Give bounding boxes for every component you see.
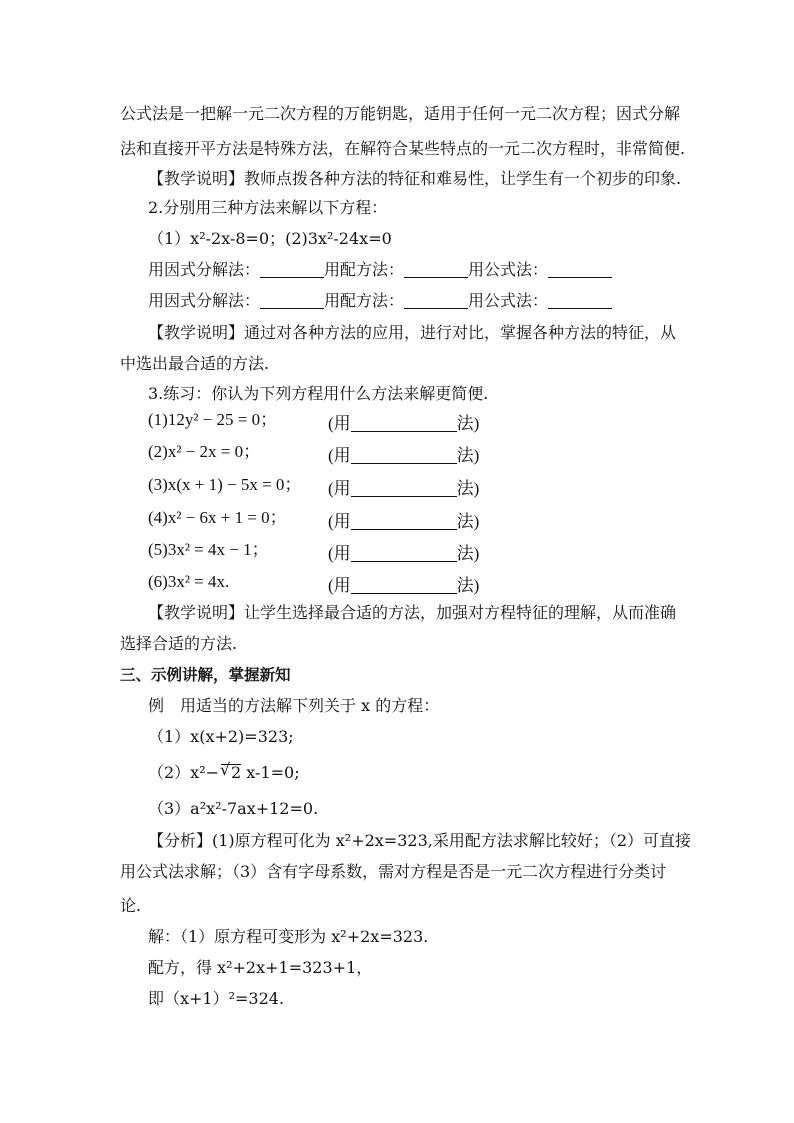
answer-blank[interactable] xyxy=(260,292,324,309)
answer-blank[interactable] xyxy=(548,261,612,278)
answer-blank[interactable] xyxy=(404,261,468,278)
method-blank[interactable] xyxy=(351,415,457,432)
formula-method-label: 用公式法： xyxy=(468,260,549,279)
item-number: (5) xyxy=(148,540,168,559)
hint-close: 法) xyxy=(456,414,480,433)
solution-line-1: 解：（1）原方程可变形为 x²+2x=323. xyxy=(148,927,429,946)
hint-open: (用 xyxy=(328,446,351,465)
item-equation: x(x + 1) − 5x = 0； xyxy=(167,475,302,494)
hint-open: (用 xyxy=(328,512,351,531)
practice-item-4 xyxy=(148,507,287,529)
item-number: (2) xyxy=(148,442,168,461)
method-blank[interactable] xyxy=(351,545,457,562)
teaching-note-1: 【教学说明】教师点拨各种方法的特征和难易性，让学生有一个初步的印象. xyxy=(148,169,682,188)
example-prompt: 例 用适当的方法解下列关于 x 的方程： xyxy=(148,696,440,715)
section-heading: 三、示例讲解，掌握新知 xyxy=(120,666,291,684)
item-number: (6) xyxy=(148,572,168,591)
analysis-line-3: 论. xyxy=(120,896,142,915)
method-blank[interactable] xyxy=(351,577,457,594)
formula-method-label: 用公式法： xyxy=(468,291,549,310)
practice-item-5 xyxy=(148,539,269,561)
item-number: (4) xyxy=(148,508,168,527)
item-number: (3) xyxy=(148,475,168,494)
solution-line-2: 配方，得 x²+2x+1=323+1， xyxy=(148,958,373,977)
hint-close: 法) xyxy=(456,576,480,595)
item-number: (1) xyxy=(148,410,168,429)
eq2-prefix: （2）x²− xyxy=(148,763,220,782)
hint-close: 法) xyxy=(456,446,480,465)
method-hint-6 xyxy=(328,571,479,596)
teaching-note-2-line-2: 中选出最合适的方法. xyxy=(120,354,270,373)
hint-open: (用 xyxy=(328,479,351,498)
example-equation-1: （1）x(x+2)=323; xyxy=(148,727,294,746)
item-equation: 12y² − 25 = 0； xyxy=(167,410,278,429)
hint-open: (用 xyxy=(328,544,351,563)
answer-blank[interactable] xyxy=(548,292,612,309)
method-blank[interactable] xyxy=(351,447,457,464)
practice-item-3 xyxy=(148,474,301,496)
practice-item-2 xyxy=(148,441,260,463)
item-equation: x² − 2x = 0； xyxy=(167,442,261,461)
intro-line-2: 法和直接开平方法是特殊方法，在解符合某些特点的一元二次方程时，非常简便. xyxy=(120,139,686,158)
analysis-line-1: 【分析】(1)原方程可化为 x²+2x=323,采用配方法求解比较好；（2）可直接 xyxy=(148,831,692,850)
practice-item-1 xyxy=(148,409,277,431)
task3-title: 3.练习：你认为下列方程用什么方法来解更简便. xyxy=(148,384,489,403)
teaching-note-2-line-1: 【教学说明】通过对各种方法的应用，进行对比，掌握各种方法的特征，从 xyxy=(148,323,677,342)
answer-blank[interactable] xyxy=(260,261,324,278)
teaching-note-3-line-2: 选择合适的方法. xyxy=(120,634,238,653)
method-blank[interactable] xyxy=(351,480,457,497)
method-hint-4 xyxy=(328,507,479,532)
hint-open: (用 xyxy=(328,414,351,433)
hint-open: (用 xyxy=(328,576,351,595)
answer-blank[interactable] xyxy=(404,292,468,309)
method-hint-1 xyxy=(328,409,479,434)
method-hint-5 xyxy=(328,539,479,564)
method-hint-2 xyxy=(328,441,479,466)
square-root: √ 2 xyxy=(221,764,241,781)
method-hint-3 xyxy=(328,474,479,499)
method-blank[interactable] xyxy=(351,513,457,530)
item-equation: 3x² = 4x. xyxy=(167,572,230,591)
task2-title: 2.分别用三种方法来解以下方程： xyxy=(148,198,388,217)
teaching-note-3-line-1: 【教学说明】让学生选择最合适的方法，加强对方程特征的理解，从而准确 xyxy=(148,603,677,622)
hint-close: 法) xyxy=(456,544,480,563)
analysis-line-2: 用公式法求解；（3）含有字母系数，需对方程是否是一元二次方程进行分类讨 xyxy=(120,862,667,881)
item-equation: x² − 6x + 1 = 0； xyxy=(167,508,287,527)
complete-square-label: 用配方法： xyxy=(324,291,405,310)
method-blanks-row-2 xyxy=(148,290,612,312)
intro-line-1: 公式法是一把解一元二次方程的万能钥匙，适用于任何一元二次方程；因式分解 xyxy=(120,104,681,123)
practice-item-6 xyxy=(148,571,229,593)
hint-close: 法) xyxy=(456,479,480,498)
eq2-suffix: x-1=0; xyxy=(241,763,300,782)
method-blanks-row-1 xyxy=(148,259,612,281)
factor-method-label: 用因式分解法： xyxy=(148,291,261,310)
task2-equations: （1）x²-2x-8=0；(2)3x²-24x=0 xyxy=(148,229,392,248)
example-equation-2 xyxy=(148,762,300,784)
hint-close: 法) xyxy=(456,512,480,531)
item-equation: 3x² = 4x − 1； xyxy=(167,540,269,559)
solution-line-3: 即（x+1）²=324. xyxy=(148,989,285,1008)
factor-method-label: 用因式分解法： xyxy=(148,260,261,279)
example-equation-3: （3）a²x²-7ax+12=0. xyxy=(148,799,319,818)
complete-square-label: 用配方法： xyxy=(324,260,405,279)
